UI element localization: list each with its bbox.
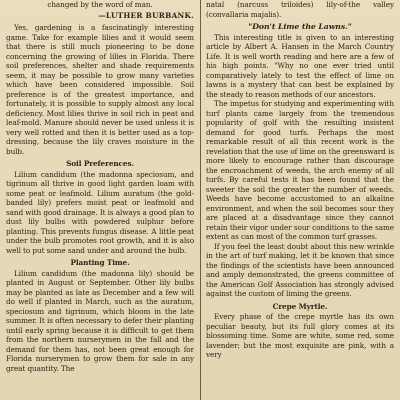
top-fragment: natal (narcuss triloides) lily-of-the valley (convallaria majalis). [206,0,394,19]
quote-author: —LUTHER BURBANK. [98,10,194,20]
section-heading-soil: Soil Preferences. [66,159,134,168]
paragraph: Every phase of the crepe myrtle has its own peculiar beauty, but its full glory comes at its blossoming time. Some are white, some red, some lavender; but the most exquisite are pink, with a very [206,312,394,359]
paragraph: Lilium candidum (the madonna lily) should be planted in August or September. Other lily bulbs may be planted as late as December and a few will do well if planted in March, such as the auratum, speciosum and tigrinum, which bloom in the late summer. It is often necessary to defer their planting until early spring because it is difficult to get them from the northern nurserymen in the fall and the demand for them has, not been great enough for Florida nurserymen to grow them for sale in any great quantity. The [6,268,194,373]
paragraph: This interesting title is given to an interesting article by Albert A. Hansen in the March Country Life. It is well worth reading and here are a few of his high points. "Why no one ever tried until comparatively lately to test the effect of lime on lawns is a mystery that can best be explained by the steady to reason methods of our ancestors. [206,32,394,99]
top-fragment: changed by the word of man. [47,0,153,9]
left-column [6,0,194,400]
paragraph: Yes, gardening is a fascinatingly interesting game. Take for example lilies and it would seem that there is still much pioneering to be done concerning the growing of lilies in Florida. There soil preferences, shelter and shade requirements seem, it may be possible to grow many varieties which have been considered impossible. Soil preference is of the greatest importance, and fortunately, it is possible to supply almost any local deficiency. Most lilies thrive in soil rich in peat and leaf-mold. Manure should never be used unless it is very well rotted and then it is better used as a top-dressing, because the lily craves moisture in the bulb. [6,23,194,156]
paragraph: The impetus for studying and experimenting with turf plants came largely from the tremendous popularity of golf with the resulting insistent demand for good turfs. Perhaps the most remarkable result of all this recent work is the revelation that the use of lime on the greensward is more likely to encourage rather than discourage the encroachment of weeds, the arch enemy of all turfs. By careful tests it has been found that the sweeter the soil the greater the number of weeds. Weeds have become accustomed to an alkaline environment, and when the soil becomes sour they are placed at a disadvantage since they cannot retain their vigor under sour conditions to the same extent as can most of the common turf grasses. [206,99,394,241]
section-heading-planting: Planting Time. [70,258,130,267]
column-divider [200,0,201,400]
right-column [206,0,394,400]
paragraph: Lilium candidum (the madonna speciosum, and tigrinum all thrive in good light garden loam with some peat or leafmold. Lilium auratum (the gold-banded lily) prefers moist peat or leafmold and sand with good drainage. It is always a good plan to dust lily bulbs with powdered sulphur before planting. This prevents fungus disease. A little peat under the bulb promotes root growth, and it is also well to put some sand under and around the bulb. [6,169,194,255]
paragraph: If you feel the least doubt about this new wrinkle in the art of turf making, let it be known that since the findings of the scientists have been announced and amply demonstrated, the greens committee of the American Golf Association has strongly advised against the custom of liming the greens. [206,241,394,298]
section-heading-crepe-myrtle: Crepe Myrtle. [272,301,328,311]
section-heading-lawns: "Don't Lime the Lawns." [248,22,352,31]
